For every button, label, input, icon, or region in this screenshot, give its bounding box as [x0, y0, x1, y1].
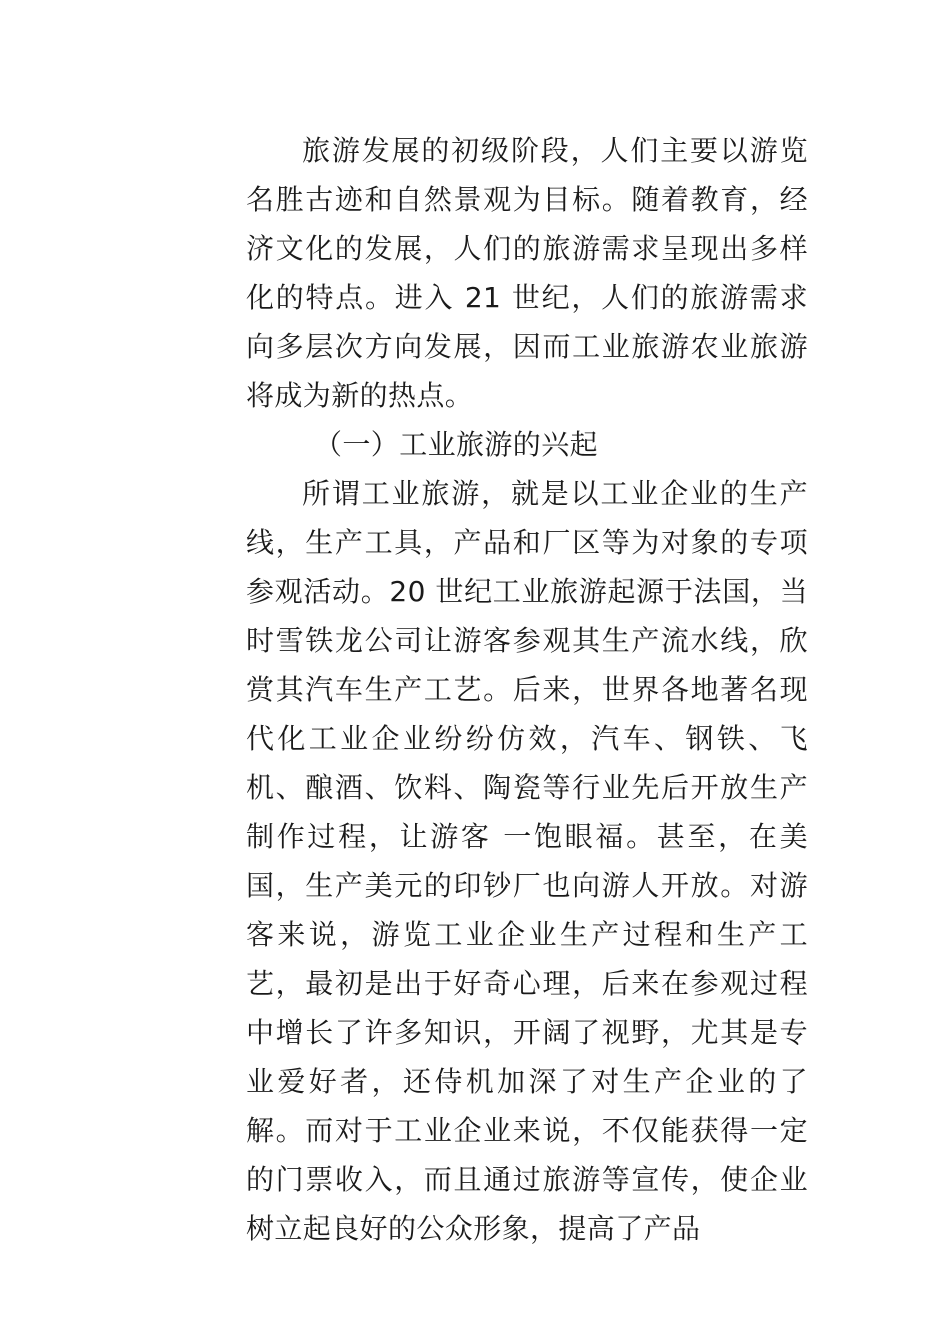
section-heading: （一）工业旅游的兴起	[314, 428, 599, 461]
paragraph-industrial-tourism: 所谓工业旅游，就是以工业企业的生产线，生产工具，产品和厂区等为对象的专项参观活动。20 世纪工业旅游起源于法国，当时雪铁龙公司让游客参观其生产流水线，欣赏其汽车生产工艺。后来，世界各地著名现代化工业企业纷纷仿效，汽车、钢铁、飞机、酿酒、饮料、陶瓷等行业先后开放生产制作过程，让游客 一饱眼福。甚至，在美国，生产美元的印钞厂也向游人开放。对游客来说，游览工业企业生产过程和生产工艺，最初是出于好奇心理，后来在参观过程中增长了许多知识，开阔了视野，尤其是专业爱好者，还侍机加深了对生产企业的了解。而对于工业企业来说，不仅能获得一定的门票收入，而且通过旅游等宣传，使企业树立起良好的公众形象，提高了产品	[246, 477, 808, 1245]
paragraph-intro: 旅游发展的初级阶段，人们主要以游览名胜古迹和自然景观为目标。随着教育，经济文化的发展，人们的旅游需求呈现出多样化的特点。进入 21 世纪，人们的旅游需求向多层次方向发展，因而工业旅游农业旅游将成为新的热点。	[246, 134, 808, 412]
document-body	[246, 126, 808, 1253]
